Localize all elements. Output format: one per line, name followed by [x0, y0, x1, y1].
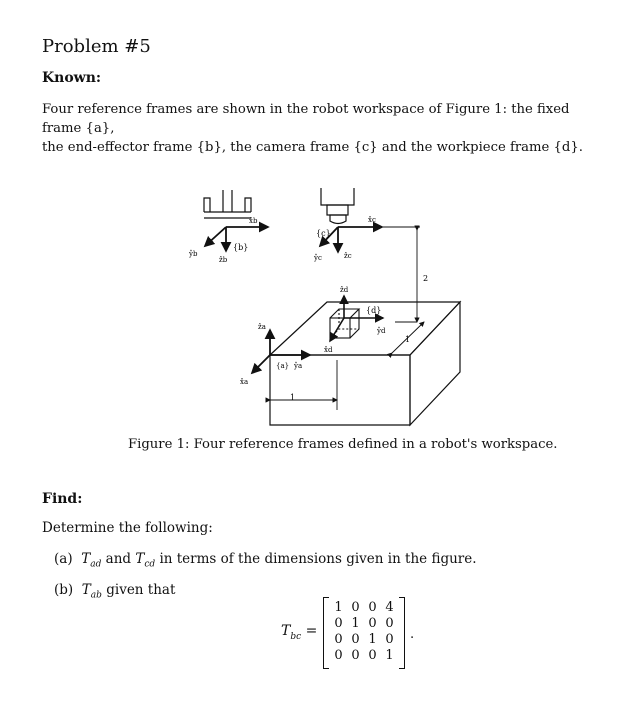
item-a-rest: in terms of the dimensions given in the figure. — [159, 551, 477, 567]
dim-1-bottom-label: 1 — [290, 393, 296, 402]
figure-caption: Figure 1: Four reference frames defined in a robot's workspace. — [128, 437, 558, 452]
transform-matrix — [323, 597, 405, 669]
matrix-equals: = — [305, 623, 318, 639]
matrix-table — [330, 599, 398, 663]
matrix-left-bracket — [323, 597, 329, 669]
item-a-t2: T — [135, 551, 145, 567]
za-label: ẑa — [258, 323, 266, 331]
matrix-cell: 0 — [334, 647, 343, 663]
matrix-cell: 0 — [351, 647, 360, 663]
xa-label: x̂a — [240, 378, 249, 386]
gripper — [204, 190, 251, 218]
item-b-prefix: (b) — [54, 582, 74, 598]
yb-label: ŷb — [189, 250, 198, 258]
matrix-cell: 1 — [385, 647, 394, 663]
zb-label: ẑb — [219, 256, 228, 264]
known-line-1: Four reference frames are shown in the robot workspace of Figure 1: the fixed frame {a}, — [42, 102, 570, 136]
matrix-cell: 1 — [351, 615, 360, 631]
problem-title: Problem #5 — [42, 36, 151, 57]
matrix-cell: 0 — [351, 599, 360, 615]
xb-label: x̂b — [249, 217, 258, 225]
matrix-sub: bc — [290, 631, 302, 642]
matrix-row — [330, 599, 398, 615]
item-a-t1: T — [81, 551, 91, 567]
ya-label: ŷa — [294, 362, 303, 370]
matrix-cell: 0 — [351, 631, 360, 647]
matrix-right-bracket — [399, 597, 405, 669]
xd-label: x̂d — [324, 346, 333, 354]
matrix-cell: 0 — [385, 631, 394, 647]
matrix-cell: 4 — [385, 599, 394, 615]
item-a — [54, 551, 477, 570]
frame-a-label: {a} — [276, 362, 290, 370]
matrix-name: T — [281, 623, 291, 639]
find-heading: Find: — [42, 491, 83, 507]
frame-d-label: {d} — [366, 306, 382, 315]
matrix-cell: 1 — [334, 599, 343, 615]
dim-2-label: 2 — [423, 274, 429, 283]
matrix-period: . — [410, 627, 415, 642]
matrix-label — [281, 623, 317, 642]
camera — [321, 188, 354, 224]
known-line-2: the end-effector frame {b}, the camera frame {c} and the workpiece frame {d}. — [42, 140, 583, 155]
yd-label: ŷd — [377, 327, 386, 335]
frame-c-label: {c} — [316, 229, 331, 238]
matrix-cell: 1 — [368, 631, 377, 647]
matrix-cell: 0 — [368, 599, 377, 615]
zd-label: ẑd — [340, 286, 349, 294]
dim-1-side-label: 1 — [405, 335, 411, 344]
matrix-cell: 0 — [334, 615, 343, 631]
item-b-rest: given that — [106, 582, 176, 598]
yc-label: ŷc — [314, 254, 322, 262]
frame-b-label: {b} — [233, 243, 249, 252]
item-a-and: and — [105, 551, 132, 567]
item-a-sub1: ad — [90, 559, 102, 570]
known-heading: Known: — [42, 70, 102, 86]
item-b-sub1: ab — [90, 590, 102, 601]
matrix-row — [330, 647, 398, 663]
item-a-prefix: (a) — [54, 551, 73, 567]
matrix-row — [330, 631, 398, 647]
matrix-cell: 0 — [368, 615, 377, 631]
determine-text: Determine the following: — [42, 520, 213, 536]
matrix-row — [330, 615, 398, 631]
item-b — [54, 582, 175, 601]
xc-label: x̂c — [368, 216, 376, 224]
matrix-cell: 0 — [385, 615, 394, 631]
matrix-cell: 0 — [334, 631, 343, 647]
item-a-sub2: cd — [144, 559, 156, 570]
matrix-cell: 0 — [368, 647, 377, 663]
item-b-t1: T — [81, 582, 91, 598]
zc-label: ẑc — [344, 252, 352, 260]
